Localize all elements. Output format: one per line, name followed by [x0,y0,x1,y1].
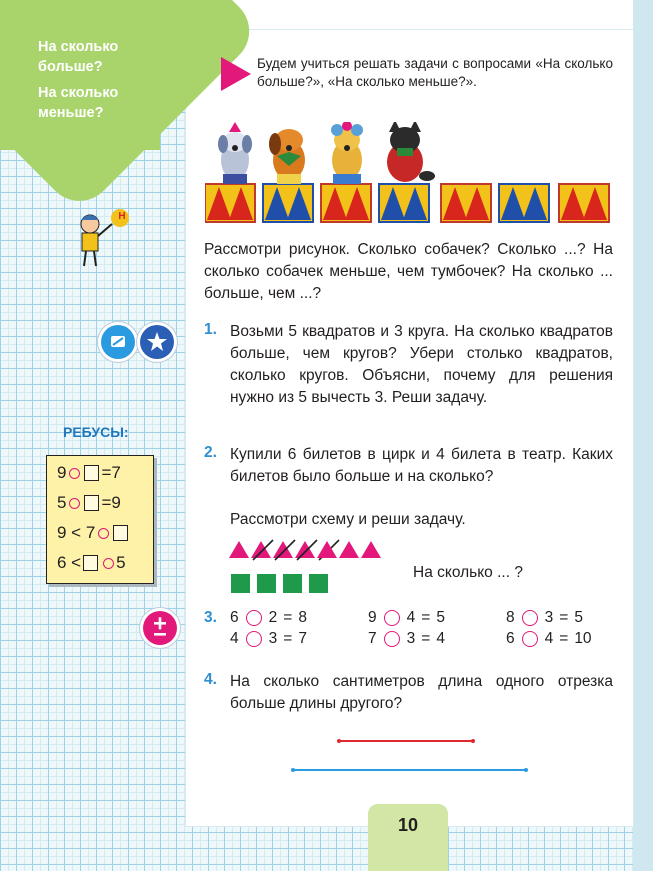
circus-dogs-picture [205,122,615,226]
rebus-line-3 [57,520,130,546]
task-1-text: Возьми 5 квадратов и 3 круга. На сколько квадратов больше, чем кругов? Убери столько квадратов, сколько кругов. Объясни, почему для решения нужно из 5 вычесть 3. Реши задачу. [230,323,613,406]
circle-icon [246,610,262,626]
circle-icon [384,610,400,626]
circle-icon [522,631,538,647]
triangle [251,541,271,558]
square [257,574,276,593]
topic-line-1: На сколько больше? [38,39,119,75]
equation: 9 4 = 5 [368,609,445,626]
task-2-instruction: Рассмотри схему и реши задачу. [230,511,466,528]
rebus-number: 7 [111,463,121,482]
square [231,574,250,593]
picture-question: Рассмотри рисунок. Сколько собачек? Сколько ...? На сколько собачек меньше, чем тумбочек? На сколько ... больше, чем ...? [204,241,613,302]
boy-badge: Н [118,211,126,222]
triangles [229,541,381,558]
equation: 8 3 = 5 [506,609,583,626]
plus-minus-icon[interactable] [143,611,177,645]
square-icon [84,465,99,481]
rebus-number: 9 < 7 [57,523,96,542]
task-4-text: На сколько сантиметров длина одного отрезка больше длины другого? [230,673,613,712]
dogs [218,122,435,184]
square-icon [83,555,98,571]
circle-icon [69,498,80,509]
triangle [361,541,381,558]
circle-icon [246,631,262,647]
squares [231,574,328,593]
circle-icon [522,610,538,626]
rebus-op: = [101,463,112,482]
circle-icon [384,631,400,647]
page-top [186,0,633,30]
task-number: 3. [204,609,217,626]
pedestals [205,184,609,222]
rebus-number: 5 [116,553,126,572]
equation: 6 2 = 8 [230,609,307,626]
rebus-title: РЕБУСЫ: [63,424,129,440]
page-number: 10 [397,815,419,835]
square-icon [113,525,128,541]
intro-arrow-icon [221,57,251,91]
circle-icon [103,558,114,569]
square [309,574,328,593]
topic-line-2: На сколько меньше? [38,85,119,121]
triangle [295,541,315,558]
triangle [317,541,337,558]
triangle [273,541,293,558]
equation: 6 4 = 10 [506,630,592,647]
lesson-intro: Будем учиться решать задачи с вопросами «На сколько больше?», «На сколько меньше?». [257,56,613,89]
topic-title [38,37,158,129]
task-number: 4. [204,671,217,688]
square-icon [84,495,99,511]
rebus-box [46,455,154,584]
pencil-icon[interactable] [101,325,135,359]
rebus-op: = [101,493,112,512]
triangle [339,541,359,558]
task-2-text: Купили 6 билетов в цирк и 4 билета в театр. Каких билетов было больше и на сколько? [230,446,613,485]
triangle [229,541,249,558]
circle-icon [98,528,109,539]
blue-segment [286,764,536,776]
rebus-line-2 [57,490,121,516]
tickets-scheme [229,538,389,598]
equation: 7 3 = 4 [368,630,445,647]
task-number: 1. [204,321,217,338]
rebus-number: 9 [57,463,67,482]
red-segment [330,735,490,747]
scheme-question: На сколько ... ? [413,564,523,581]
task-number: 2. [204,444,217,461]
rebus-number: 6 < [57,553,82,572]
stars-icon[interactable] [140,325,174,359]
rebus-number: 9 [111,493,121,512]
rebus-number: 5 [57,493,67,512]
circle-icon [69,468,80,479]
equation: 4 3 = 7 [230,630,307,647]
rebus-line-1 [57,460,121,486]
page-edge [633,0,653,871]
rebus-line-4 [57,550,126,576]
square [283,574,302,593]
